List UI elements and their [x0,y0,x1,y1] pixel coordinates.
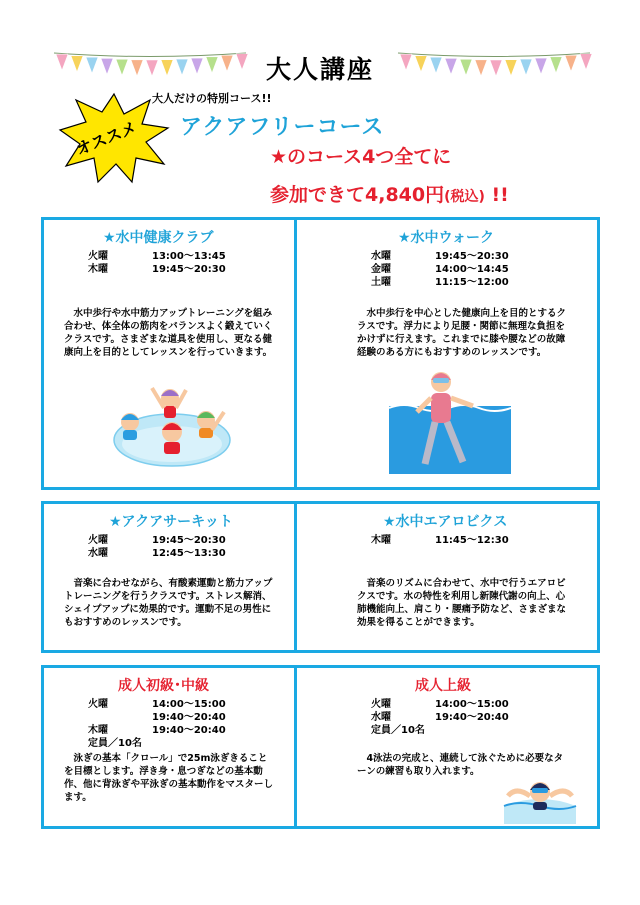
schedule-day: 木曜 [88,264,108,275]
promo-exclaim: !! [484,184,509,206]
capacity-text: 定員／10名 [88,738,142,749]
schedule-time: 12:45～13:30 [152,548,226,559]
schedule-time: 11:15～12:00 [435,277,509,288]
promo-line-1: ★のコース4つ全てに [270,146,452,168]
course-title: ★水中ウォーク [398,230,494,246]
schedule-day: 火曜 [88,699,108,710]
schedule-day: 木曜 [371,535,391,546]
course-schedule [88,534,226,560]
schedule-time: 19:45～20:30 [152,264,226,275]
schedule-time: 19:40～20:40 [435,712,509,723]
course-title: 成人上級 [415,678,471,694]
schedule-day: 水曜 [371,251,391,262]
schedule-day: 木曜 [88,725,108,736]
schedule-day: 金曜 [371,264,391,275]
schedule-time: 19:45～20:30 [435,251,509,262]
promo-price: 参加できて4,840円 [270,184,445,206]
course-title: ★アクアサーキット [109,514,233,530]
course-name: アクアフリーコース [180,115,385,140]
page-title: 大人講座 [265,55,374,84]
promo-tax-note: (税込) [444,189,485,205]
water-walking-woman-illustration [389,368,511,474]
promo-line-2 [270,180,509,207]
capacity-text: 定員／10名 [371,725,425,736]
schedule-time: 14:00～15:00 [152,699,226,710]
recommend-badge-text: オススメ [73,117,140,160]
schedule-day: 火曜 [88,251,108,262]
subtitle: 大人だけの特別コース!! [152,92,272,105]
schedule-time: 19:45～20:30 [152,535,226,546]
course-schedule [88,698,226,750]
course-title: ★水中健康クラブ [103,230,214,246]
schedule-time: 11:45～12:30 [435,535,509,546]
butterfly-swimmer-illustration [500,766,580,824]
course-schedule [371,534,509,547]
schedule-time: 13:00～13:45 [152,251,226,262]
schedule-time: 14:00～15:00 [435,699,509,710]
schedule-day: 火曜 [371,699,391,710]
course-title: 成人初級･中級 [118,678,209,694]
course-description: 音楽のリズムに合わせて、水中で行うエアロビクスです。水の特性を利用し新陳代謝の向上、心肺機能向上、肩こり・腰痛予防など、さまざまな効果を得ることができます。 [357,578,567,628]
schedule-day [88,711,152,724]
course-box-3-divider [294,665,297,829]
schedule-time: 19:40～20:40 [152,712,226,723]
schedule-day: 土曜 [371,277,391,288]
course-description: 水中歩行を中心とした健康向上を目的とするクラスです。浮力により足腰・関節に無理な負担をかけずに行えます。これまでに膝や腰などの故障経験のある方にもおすすめのレッスンです。 [357,308,567,358]
aqua-club-swimmers-illustration [108,376,234,472]
course-description: 水中歩行や水中筋力アップトレーニングを組み合わせ、体全体の筋肉をバランスよく鍛えていくクラスです。さまざまな道具を使用し、更なる健康向上を目的としてレッスンを行っていきます。 [64,308,273,358]
schedule-day: 水曜 [371,712,391,723]
course-schedule [371,250,509,289]
schedule-time: 19:40～20:40 [152,725,226,736]
course-description: 4泳法の完成と、連続して泳ぐために必要なターンの練習も取り入れます。 [357,753,564,777]
course-description: 音楽に合わせながら、有酸素運動と筋力アップトレーニングを行うクラスです。ストレス解消、シェイプアップに効果的です。運動不足の男性にもおすすめのレッスンです。 [64,578,273,628]
course-box-1-divider [294,217,297,490]
schedule-day: 火曜 [88,535,108,546]
schedule-time: 14:00～14:45 [435,264,509,275]
course-schedule [371,698,509,737]
course-description: 泳ぎの基本「クロール」で25m泳ぎきることを目標とします。浮き身・息つぎなどの基本動作、他に背泳ぎや平泳ぎの基本動作をマスターします。 [64,753,274,803]
schedule-day: 水曜 [88,548,108,559]
course-title: ★水中エアロビクス [383,514,508,530]
course-schedule [88,250,226,276]
course-box-2-divider [294,501,297,653]
